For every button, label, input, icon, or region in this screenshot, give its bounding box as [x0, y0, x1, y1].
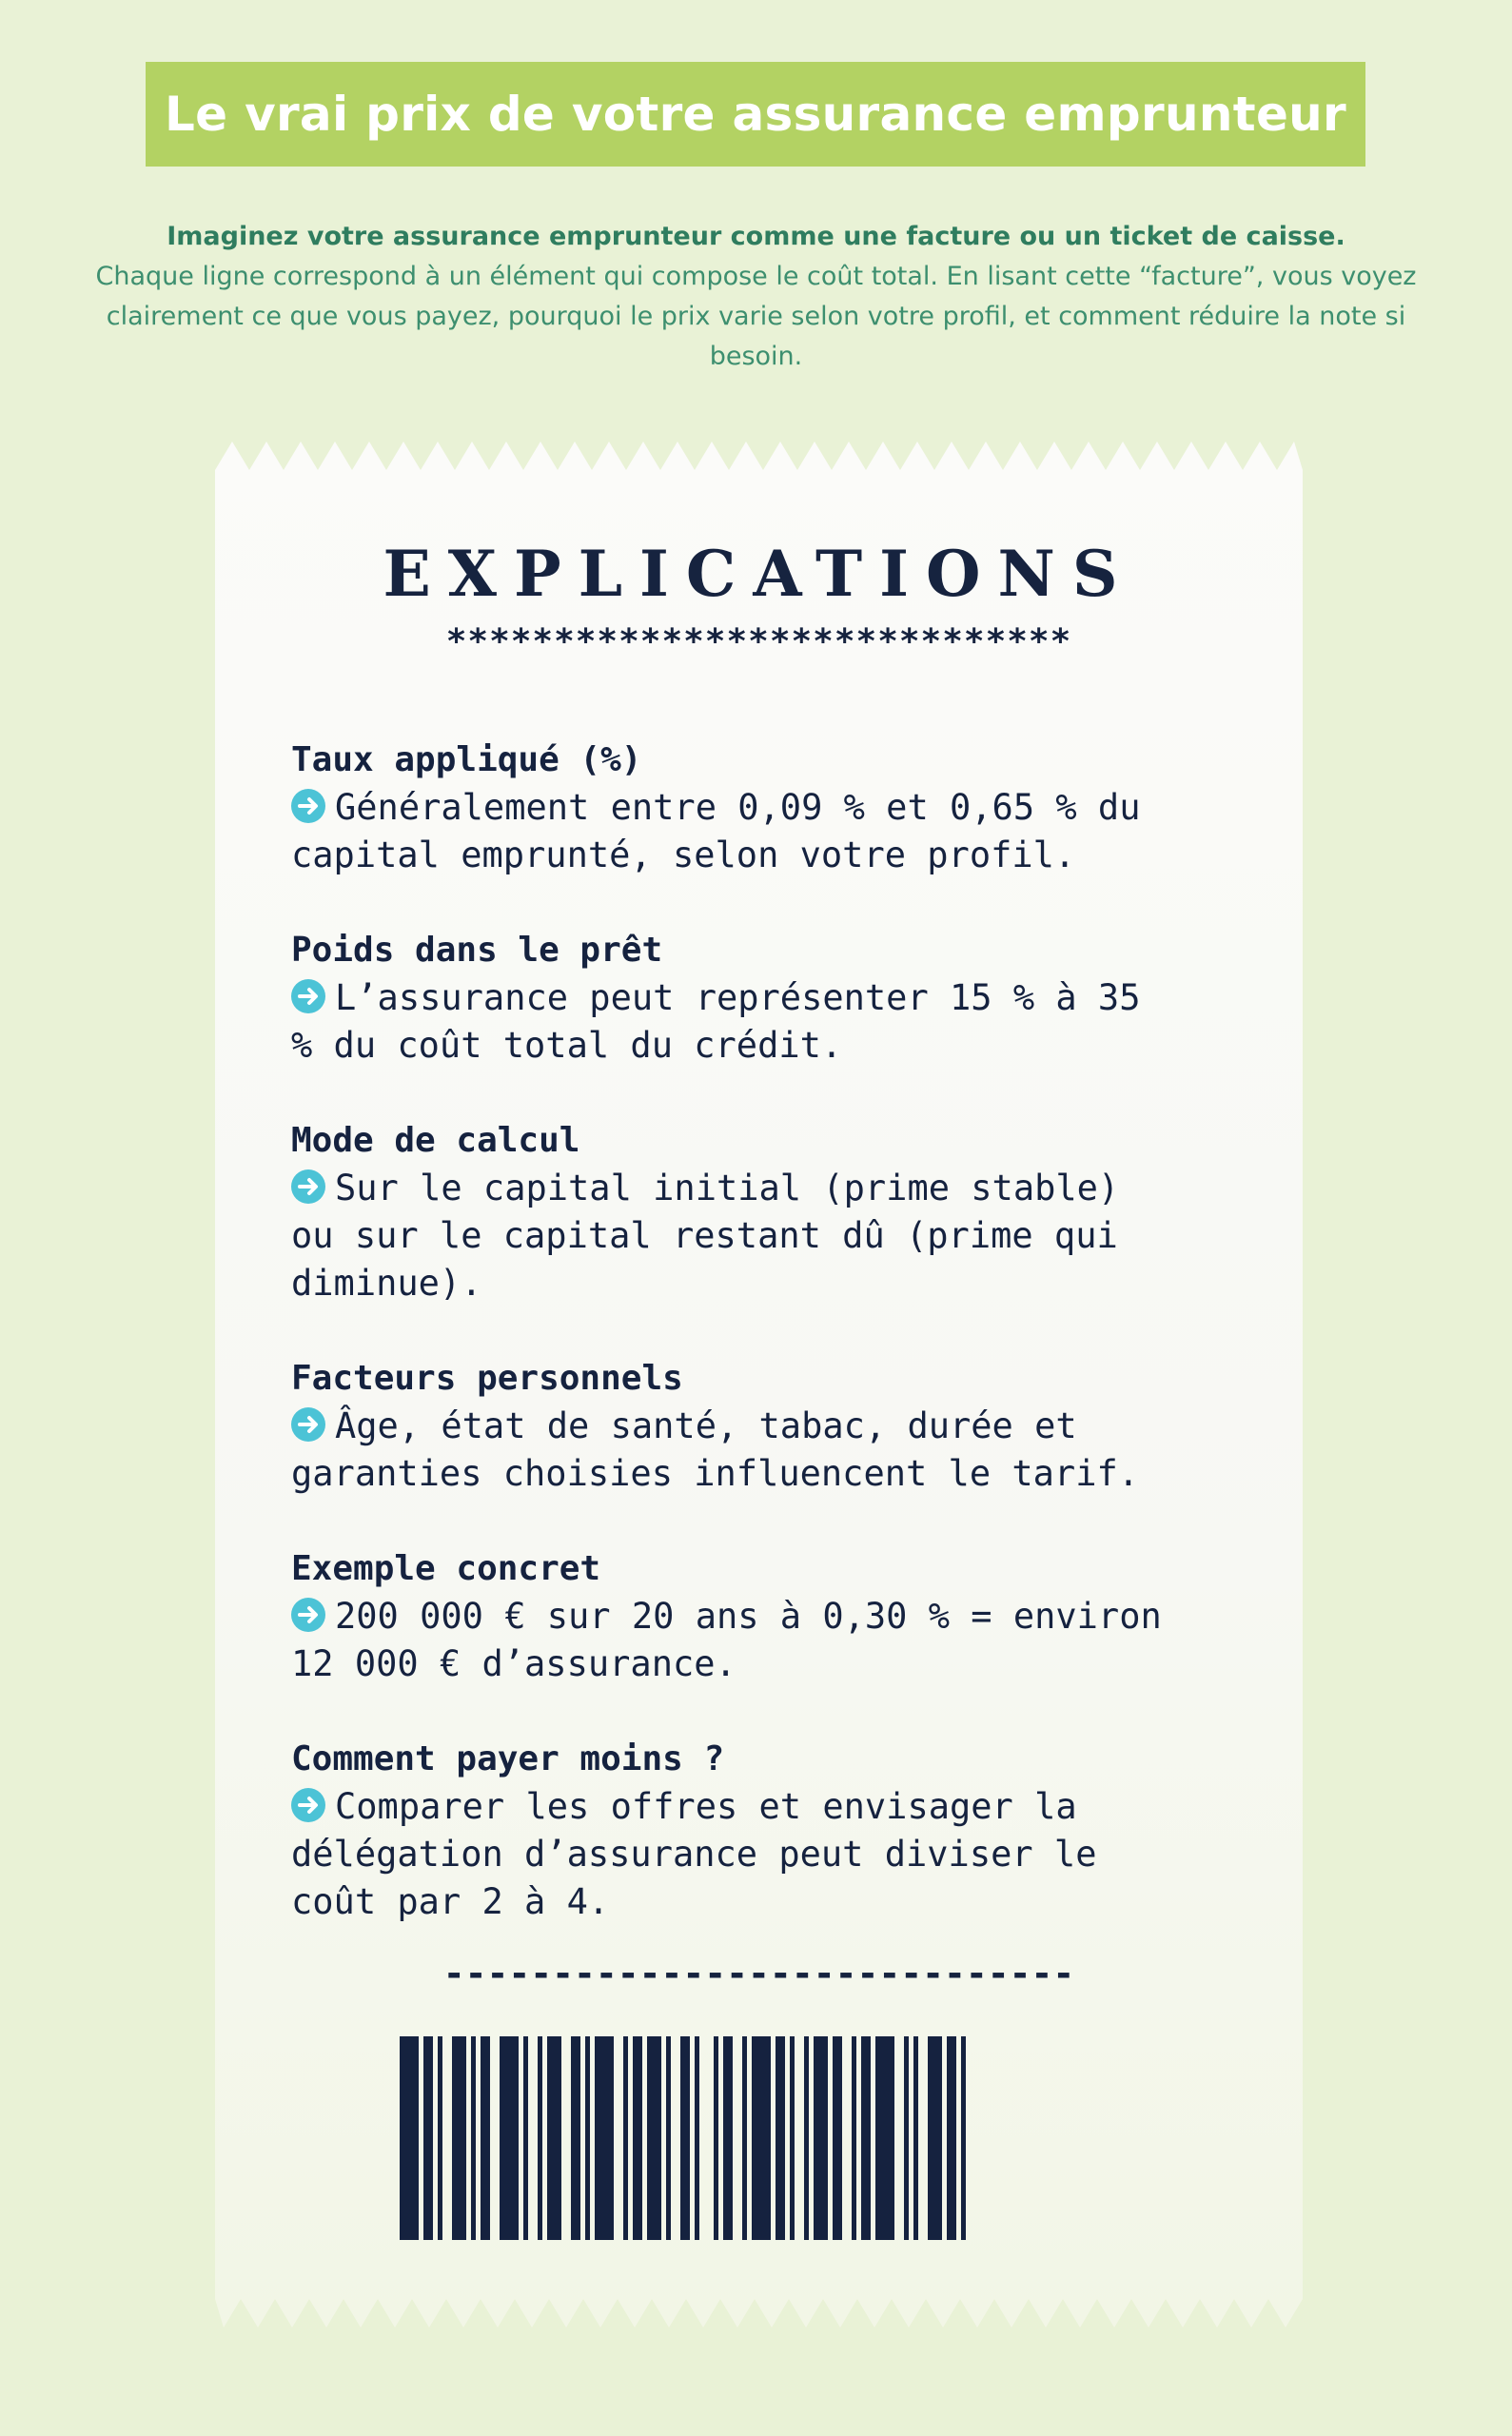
receipt	[215, 442, 1303, 2328]
barcode-bar	[804, 2036, 809, 2240]
receipt-item	[291, 737, 1243, 879]
receipt-item	[291, 927, 1243, 1070]
receipt-items	[291, 737, 1243, 1974]
item-heading: Poids dans le prêt	[291, 931, 663, 970]
barcode-bar	[961, 2036, 966, 2240]
receipt-dashes-divider: -----------------------------	[442, 1953, 1075, 1994]
receipt-item	[291, 1545, 1243, 1688]
barcode-icon	[400, 2036, 1118, 2240]
barcode-bar	[680, 2036, 690, 2240]
barcode-bar	[481, 2036, 490, 2240]
barcode-bar	[438, 2036, 442, 2240]
barcode-bar	[452, 2036, 466, 2240]
barcode-bar	[695, 2036, 699, 2240]
item-heading: Facteurs personnels	[291, 1359, 683, 1398]
barcode-bar	[790, 2036, 795, 2240]
arrow-right-circle-icon	[291, 1598, 325, 1632]
barcode-bar	[538, 2036, 542, 2240]
barcode-bar	[833, 2036, 842, 2240]
arrow-right-circle-icon	[291, 1169, 325, 1204]
barcode-bar	[904, 2036, 909, 2240]
receipt-item	[291, 1117, 1243, 1307]
page-title: Le vrai prix de votre assurance emprunteur	[164, 87, 1347, 142]
item-text: 200 000 € sur 20 ans à 0,30 % = environ 12 000 € d’assurance.	[291, 1596, 1162, 1684]
intro-lead: Imaginez votre assurance emprunteur comme une facture ou un ticket de caisse.	[167, 222, 1345, 251]
arrow-right-circle-icon	[291, 1407, 325, 1442]
item-text: Sur le capital initial (prime stable) ou sur le capital restant dû (prime qui diminue).	[291, 1168, 1120, 1304]
barcode-bar	[500, 2036, 519, 2240]
barcode-bar	[875, 2036, 894, 2240]
intro-body: Chaque ligne correspond à un élément qui compose le coût total. En lisant cette “facture”, vous voyez clairement ce que vous payez, pourquoi le prix varie selon votre profil, et comment réduire la note si besoin.	[95, 262, 1417, 371]
barcode-bar	[585, 2036, 590, 2240]
item-heading: Comment payer moins ?	[291, 1739, 725, 1778]
barcode-bar	[666, 2036, 671, 2240]
barcode-bar	[523, 2036, 528, 2240]
barcode-bar	[471, 2036, 476, 2240]
barcode-bar	[595, 2036, 614, 2240]
arrow-right-circle-icon	[291, 789, 325, 823]
barcode-bar	[647, 2036, 661, 2240]
receipt-item	[291, 1355, 1243, 1498]
barcode-bar	[547, 2036, 561, 2240]
barcode-bar	[633, 2036, 642, 2240]
barcode-bar	[723, 2036, 733, 2240]
barcode-bar	[400, 2036, 419, 2240]
barcode-bar	[928, 2036, 942, 2240]
barcode-bar	[861, 2036, 871, 2240]
barcode-bar	[947, 2036, 956, 2240]
item-text: Âge, état de santé, tabac, durée et garanties choisies influencent le tarif.	[291, 1405, 1140, 1494]
item-heading: Exemple concret	[291, 1549, 601, 1588]
arrow-right-circle-icon	[291, 1788, 325, 1822]
barcode-bar	[776, 2036, 785, 2240]
barcode-bar	[423, 2036, 433, 2240]
item-text: Comparer les offres et envisager la délégation d’assurance peut diviser le coût par 2 à 4.	[291, 1786, 1097, 1922]
item-heading: Taux appliqué (%)	[291, 740, 642, 779]
barcode-bar	[714, 2036, 718, 2240]
receipt-stars-divider: *****************************	[445, 622, 1072, 661]
item-text: L’assurance peut représenter 15 % à 35 % du coût total du crédit.	[291, 977, 1141, 1066]
item-heading: Mode de calcul	[291, 1121, 580, 1160]
intro-paragraph	[95, 217, 1417, 377]
item-text: Généralement entre 0,09 % et 0,65 % du capital emprunté, selon votre profil.	[291, 787, 1141, 875]
barcode-bar	[752, 2036, 771, 2240]
barcode-bar	[623, 2036, 628, 2240]
receipt-item	[291, 1736, 1243, 1926]
barcode-bar	[571, 2036, 580, 2240]
arrow-right-circle-icon	[291, 979, 325, 1013]
receipt-title: EXPLICATIONS	[383, 537, 1135, 611]
barcode-bar	[913, 2036, 918, 2240]
title-banner	[146, 62, 1365, 167]
barcode-bar	[852, 2036, 856, 2240]
barcode-bar	[814, 2036, 828, 2240]
barcode-bar	[742, 2036, 747, 2240]
